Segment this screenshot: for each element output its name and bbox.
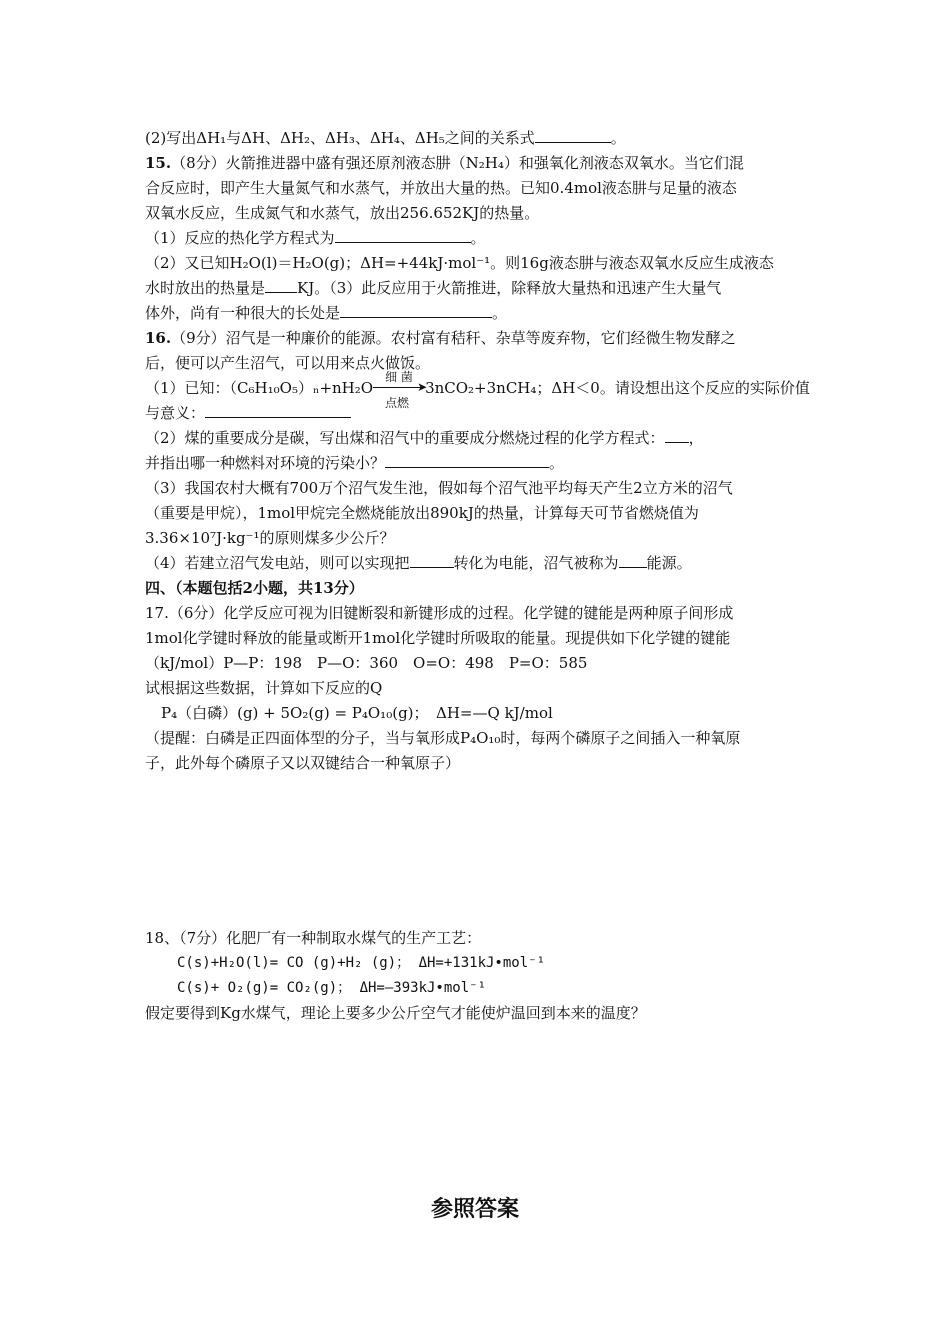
q16-part2b [145,451,813,476]
q15-part3-end: 。 [492,304,508,322]
q16-part1-products: 3nCO₂+3nCH₄；ΔH＜0。请设想出这个反应的实际价值 [425,379,810,397]
q18-question: 假定要得到Kg水煤气，理论上要多少公斤空气才能使炉温回到本来的温度？ [145,1004,646,1022]
arrow-condition-bottom: 点燃 [385,396,410,410]
section-heading: 四、（本题包括2小题，共13分） [145,579,364,597]
q17-line1: 17.（6分）化学反应可视为旧键断裂和新键形成的过程。化学键的键能是两种原子间形成 [145,604,734,622]
answer-blank [205,401,351,418]
answer-blank [619,551,647,568]
q15-line3: 双氧水反应，生成氮气和水蒸气，放出256.652KJ的热量。 [145,204,540,222]
q15-part2b-text: 水时放出的热量是 [145,279,266,297]
q16-line1 [145,326,813,351]
q15-part1-end: 。 [470,229,486,247]
answer-blank [385,451,549,468]
answer-blank [535,126,611,143]
q17-line2: 1mol化学键时释放的能量或断开1mol化学键时所吸取的能量。现提供如下化学键的键能 [145,629,731,647]
arrow-condition-top: 细 菌 [385,370,413,384]
arrow-head-icon: ➤ [417,380,428,394]
q15-intro-1: （8分）火箭推进器中盛有强还原剂液态肼（N₂H₄）和强氧化剂液态双氧水。当它们混 [171,154,744,172]
q14-part2 [145,126,813,151]
q15-part3 [145,301,813,326]
q16-part3a: （3）我国农村大概有700万个沼气发生池，假如每个沼气池平均每天产生2立方米的沼气 [145,479,733,497]
q16-part2a [145,426,813,451]
q15-number: 15. [145,154,172,172]
q15-part2b [145,276,813,301]
q15-part2a: （2）又已知H₂O(l)＝H₂O(g)；ΔH=+44kJ·mol⁻¹。则16g液态肼与液态双氧水反应生成液态 [145,254,774,272]
q16-part2a-end: ， [688,429,704,447]
q18-equation-2: C(s)+ O₂(g)= CO₂(g)； ΔH=—393kJ•mol⁻¹ [177,980,487,996]
q17-hint-1: （提醒：白磷是正四面体型的分子，当与氧形成P₄O₁₀时，每两个磷原子之间插入一种氧原 [145,729,741,747]
q16-part2a-text: （2）煤的重要成分是碳，写出煤和沼气中的重要成分燃烧过程的化学方程式： [145,429,665,447]
q16-part1b-text: 与意义： [145,404,206,422]
answer-blank [410,551,454,568]
q16-number: 16. [145,329,172,347]
q16-part3b: （重要是甲烷），1mol甲烷完全燃烧能放出890kJ的热量，计算每天可节省燃烧值为 [145,504,699,522]
q15-part1 [145,226,813,251]
q16-part1b [145,396,813,426]
q16-part4-mid: 转化为电能，沼气被称为 [453,554,619,572]
q16-part2b-end: 。 [549,454,565,472]
q15-line1 [145,151,813,176]
answer-section-title: 参照答案 [430,1197,519,1222]
document-body [145,126,813,1026]
work-space [145,776,813,926]
q17-line4: 试根据这些数据，计算如下反应的Q [145,679,383,697]
q16-part2b-text: 并指出哪一种燃料对环境的污染小？ [145,454,386,472]
q17-hint-2: 子，此外每个磷原子又以双键结合一种氧原子） [145,754,461,772]
q17-equation: P₄（白磷）(g) + 5O₂(g) = P₄O₁₀(g)； ΔH=—Q kJ/mol [161,704,553,722]
q14-part2-end: 。 [610,129,626,147]
q16-intro-1: （9分）沼气是一种廉价的能源。农村富有秸秆、杂草等废弃物，它们经微生物发酵之 [171,329,736,347]
q18-equation-1: C(s)+H₂O(l)= CO (g)+H₂ (g)； ΔH=+131kJ•mol⁻¹ [177,955,546,971]
q16-line2: 后，便可以产生沼气，可以用来点火做饭。 [145,354,431,372]
answer-blank [335,226,471,243]
q18-line1: 18、（7分）化肥厂有一种制取水煤气的生产工艺： [145,929,482,947]
q16-part4-text: （4）若建立沼气发电站，则可以实现把 [145,554,410,572]
q16-part4 [145,551,813,576]
q15-line2: 合反应时，即产生大量氮气和水蒸气，并放出大量的热。已知0.4mol液态肼与足量的液态 [145,179,737,197]
answer-blank [265,276,297,293]
q16-part1 [145,370,813,401]
arrow-line [373,387,421,388]
q16-part3c: 3.36×10⁷J·kg⁻¹的原则煤多少公斤？ [145,529,395,547]
q16-part1-reactants: （1）已知：（C₆H₁₀O₅）ₙ+nH₂O [145,379,374,397]
q15-part1-text: （1）反应的热化学方程式为 [145,229,335,247]
q15-part3-text: 体外，尚有一种很大的长处是 [145,304,341,322]
answer-blank [340,301,492,318]
q15-part2b-end: KJ。（3）此反应用于火箭推进，除释放大量热和迅速产生大量气 [297,279,722,297]
q16-part4-end: 能源。 [646,554,692,572]
answer-blank [665,426,689,443]
q14-part2-text: (2)写出ΔH₁与ΔH、ΔH₂、ΔH₃、ΔH₄、ΔH₅之间的关系式 [145,129,535,147]
q17-line3: （kJ/mol）P—P：198 P—O：360 O=O：498 P=O：585 [145,654,588,672]
